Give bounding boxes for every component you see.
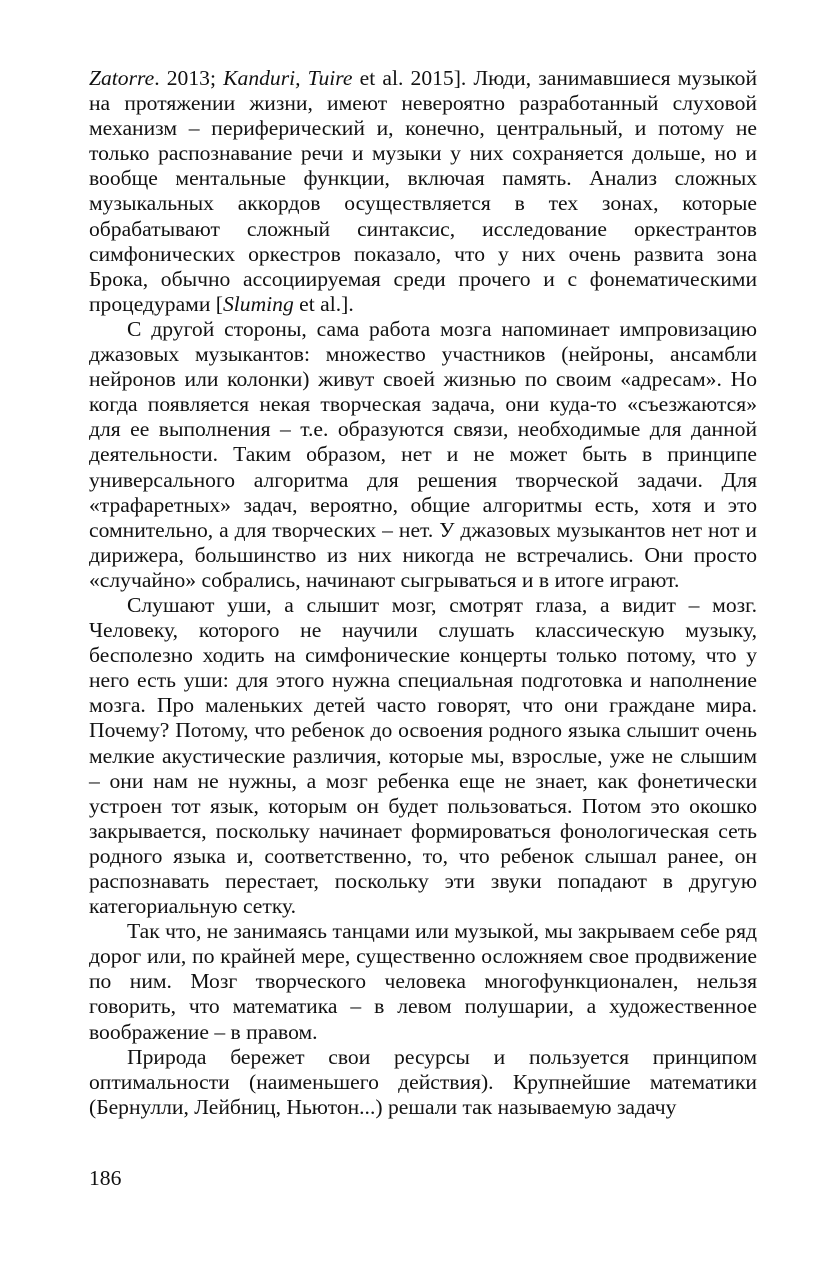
paragraph-4 bbox=[89, 919, 757, 1044]
text-run: et al. 2015]. Люди, занимавшиеся музыкой на протяжении жизни, имеют невероятно разработанный слуховой механизм – периферический и, конечно, центральный, и потому не только распознавание речи и музыки у них сохраняется дольше, но и вообще ментальные функции, включая память. Анализ сложных музыкальных аккордов осуществляется в тех зонах, которые обрабатывают сложный синтаксис, исследование оркестрантов симфонических оркестров показало, что у них очень развита зона Брока, обычно ассоциируемая среди прочего и с фонематическими процедурами [ bbox=[89, 66, 758, 316]
text-run: Слушают уши, а слышит мозг, смотрят глаза, а видит – мозг. Человеку, которого не научили слушать классическую музыку, бесполезно ходить на симфонические концерты только потому, что у него есть уши: для этого нужна специальная подготовка и наполнение мозга. Про маленьких детей часто говорят, что они граждане мира. Почему? Потому, что ребенок до освоения родного языка слышит очень мелкие акустические различия, которые мы, взрослые, уже не слышим – они нам не нужны, а мозг ребенка еще не знает, как фонетически устроен тот язык, которым он будет пользоваться. Потом это окошко закрывается, поскольку начинает формироваться фонологическая сеть родного языка и, соответственно, то, что ребенок слышал ранее, он распознавать перестает, поскольку эти звуки попадают в другую категориальную сетку. bbox=[89, 592, 757, 919]
text-run: С другой стороны, сама работа мозга напоминает импровизацию джазовых музыкантов: множество участников (нейроны, ансамбли нейронов или колонки) живут своей жизнью по своим «адресам». Но когда появляется некая творческая задача, они куда-то «съезжаются» для ее выполнения – т.е. образуются связи, необходимые для данной деятельности. Таким образом, нет и не может быть в принципе универсального алгоритма для решения творческой задачи. Для «трафаретных» задач, вероятно, общие алгоритмы есть, хотя и это сомнительно, а для творческих – нет. У джазовых музыкантов нет нот и дирижера, большинство из них никогда не встречались. Они просто «случайно» собрались, начинают сыгрываться и в итоге играют. bbox=[89, 316, 757, 592]
paragraph-2 bbox=[89, 317, 757, 593]
paragraph-5 bbox=[89, 1045, 757, 1120]
text-run: Так что, не занимаясь танцами или музыкой, мы закрываем себе ряд дорог или, по крайней мере, существенно осложняем свое продвижение по ним. Мозг творческого человека многофункционален, нельзя говорить, что математика – в левом полушарии, а художественное воображение – в правом. bbox=[89, 919, 757, 1044]
text-run: Природа бережет свои ресурсы и пользуется принципом оптимальности (наименьшего действия). Крупнейшие математики (Бернулли, Лейбниц, Ньютон...) решали так называемую задачу bbox=[89, 1044, 757, 1119]
page-number: 186 bbox=[89, 1166, 122, 1190]
page-body-text bbox=[89, 66, 757, 1120]
paragraph-3 bbox=[89, 593, 757, 919]
citation-author: Kanduri, Tuire bbox=[223, 66, 353, 90]
citation-author: Sluming bbox=[222, 291, 294, 316]
text-run: et al.]. bbox=[293, 291, 354, 316]
text-run: . 2013; bbox=[154, 66, 224, 90]
citation-author: Zatorre bbox=[89, 66, 155, 90]
paragraph-1 bbox=[89, 66, 757, 317]
